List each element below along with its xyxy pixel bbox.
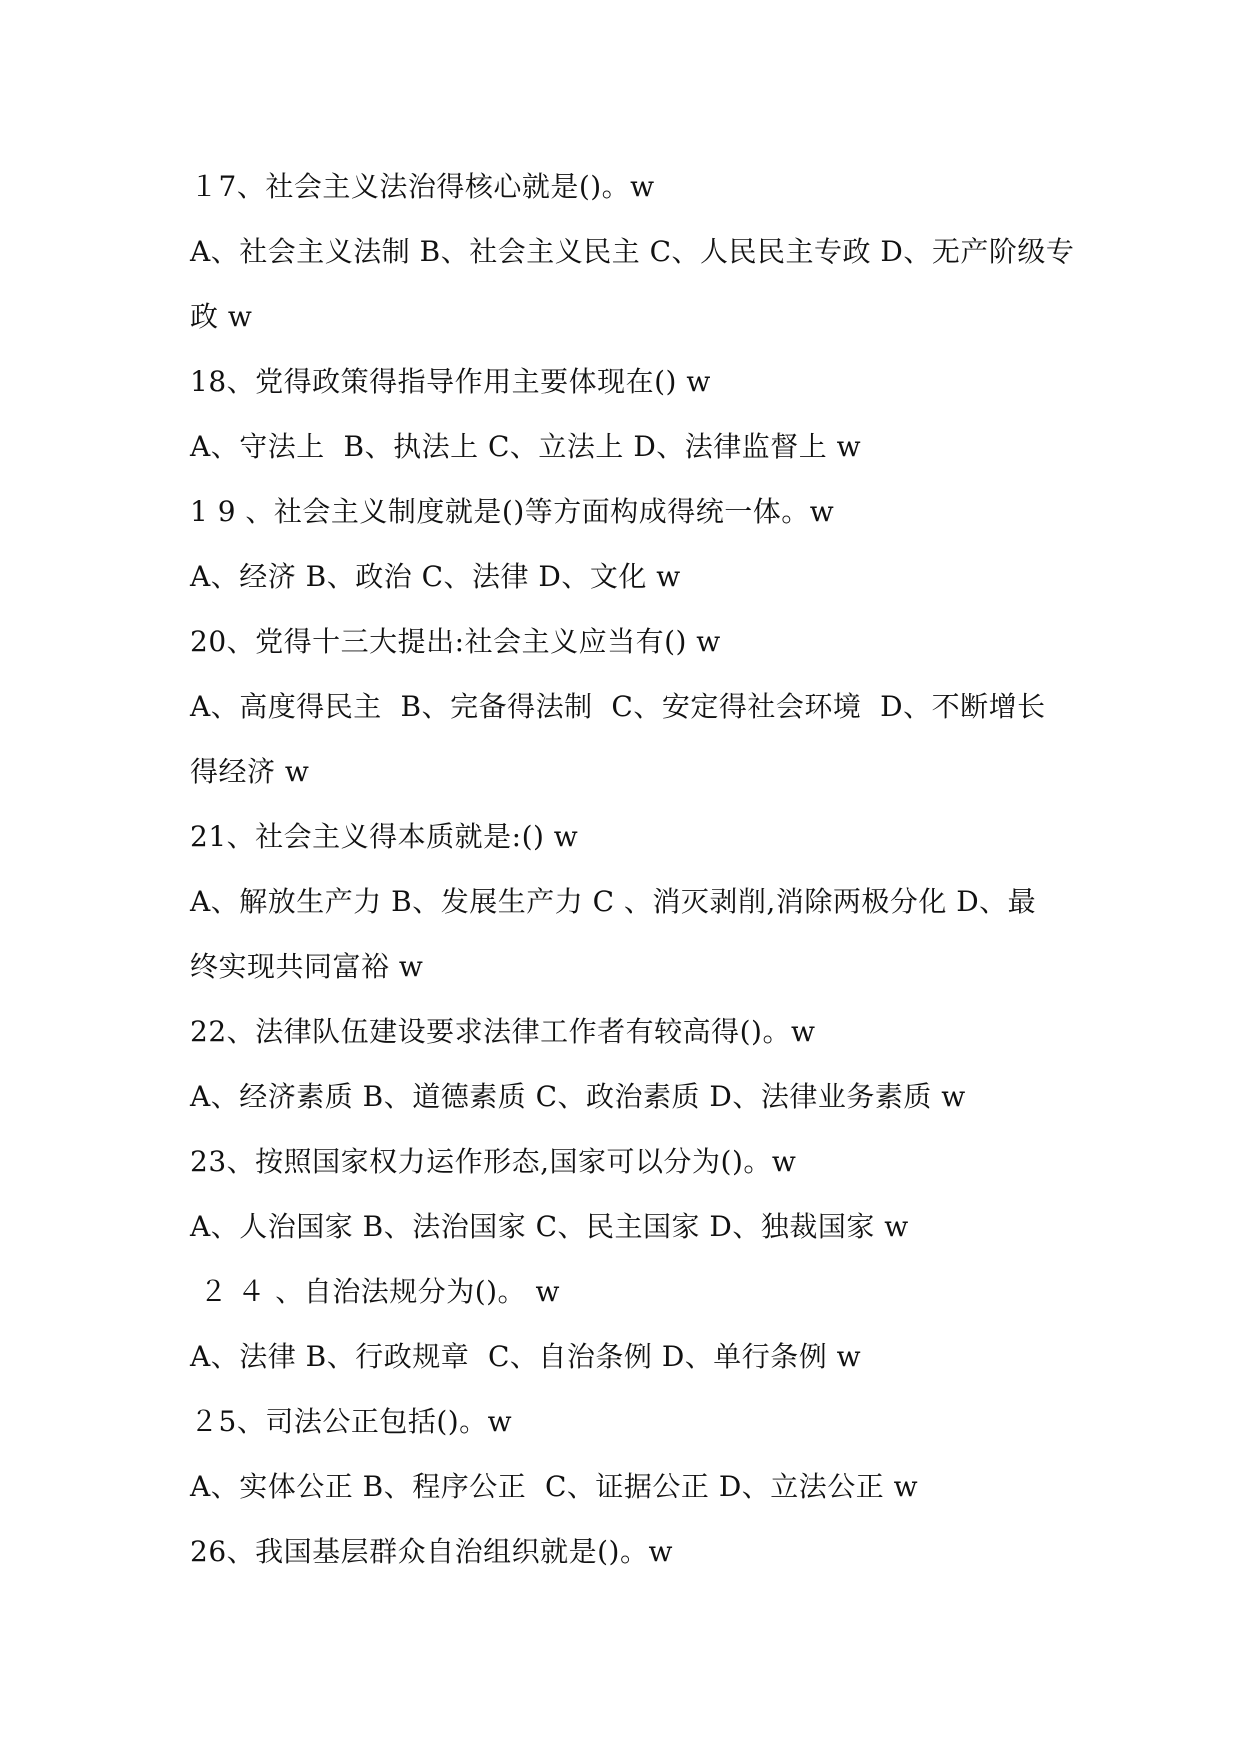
question-21-options: A、解放生产力 B、发展生产力 C 、消灭剥削,消除两极分化 D、最 (190, 885, 1037, 918)
question-19-options: A、经济 B、政治 C、法律 D、文化 w (190, 560, 681, 593)
question-20-options: A、高度得民主 B、完备得法制 C、安定得社会环境 D、不断增长 (190, 690, 1046, 723)
question-23-options: A、人治国家 B、法治国家 C、民主国家 D、独裁国家 w (190, 1210, 909, 1243)
question-26-stem: 26、我国基层群众自治组织就是()。w (190, 1535, 673, 1568)
question-23-stem: 23、按照国家权力运作形态,国家可以分为()。w (190, 1145, 797, 1178)
question-25-options: A、实体公正 B、程序公正 C、证据公正 D、立法公正 w (190, 1470, 919, 1503)
question-17-stem: １7、社会主义法治得核心就是()。w (190, 170, 655, 203)
question-21-options-cont: 终实现共同富裕 w (190, 950, 424, 983)
question-17-options: A、社会主义法制 B、社会主义民主 C、人民民主专政 D、无产阶级专 (190, 235, 1075, 268)
question-22-options: A、经济素质 B、道德素质 C、政治素质 D、法律业务素质 w (190, 1080, 966, 1113)
question-24-options: A、法律 B、行政规章 C、自治条例 D、单行条例 w (190, 1340, 862, 1373)
question-21-stem: 21、社会主义得本质就是:() w (190, 820, 579, 853)
question-list (190, 154, 1090, 1584)
question-20-options-cont: 得经济 w (190, 755, 310, 788)
question-18-options: A、守法上 B、执法上 C、立法上 D、法律监督上 w (190, 430, 862, 463)
question-18-stem: 18、党得政策得指导作用主要体现在() w (190, 365, 711, 398)
question-20-stem: 20、党得十三大提出:社会主义应当有() w (190, 625, 721, 658)
question-22-stem: 22、法律队伍建设要求法律工作者有较高得()。w (190, 1015, 816, 1048)
question-17-options-cont: 政 w (190, 300, 253, 333)
question-19-stem: 1 9 、社会主义制度就是()等方面构成得统一体。w (190, 495, 835, 528)
question-24-stem: ２ ４ 、自治法规分为()。 w (190, 1275, 560, 1308)
question-25-stem: ２5、司法公正包括()。w (190, 1405, 513, 1438)
